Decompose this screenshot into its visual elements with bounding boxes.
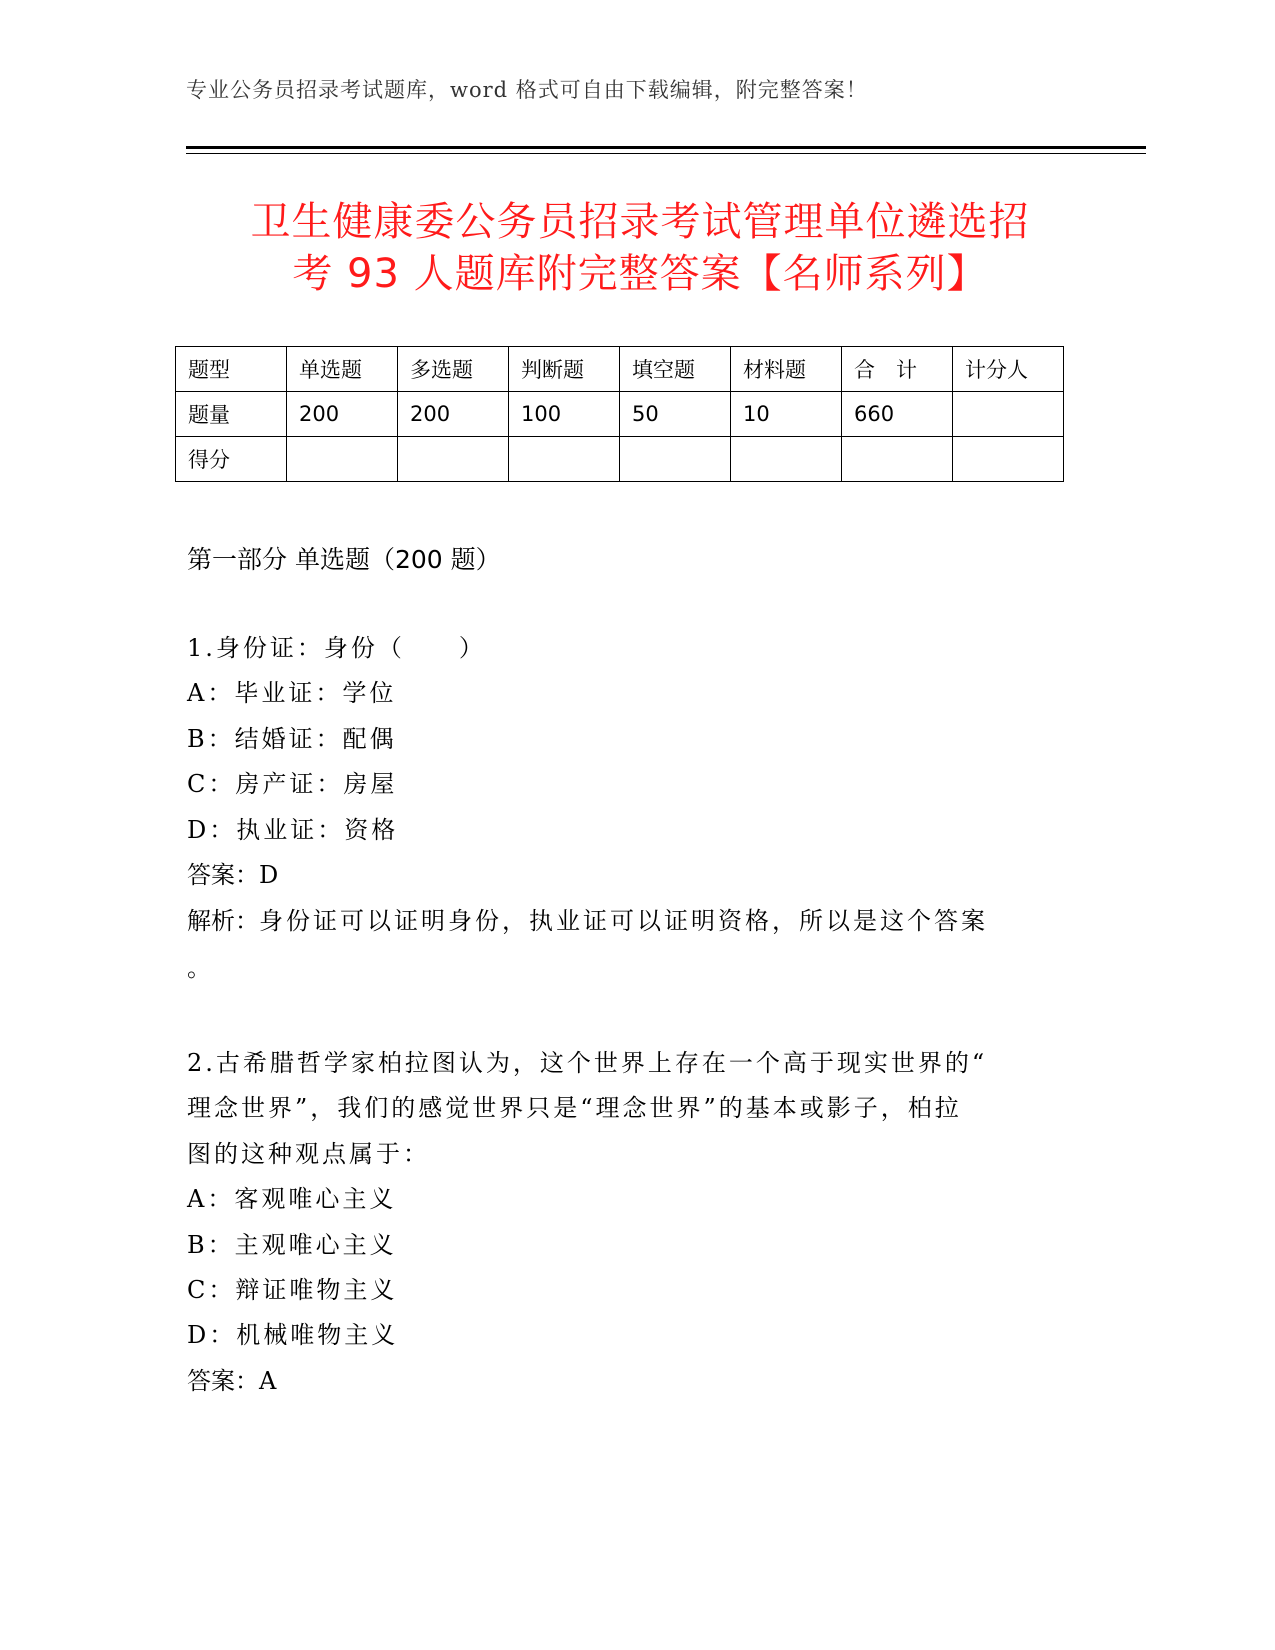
table-cell: 计分人	[953, 347, 1064, 392]
table-cell: 多选题	[398, 347, 509, 392]
answer-line	[187, 1359, 1067, 1405]
option-d: D：执业证：资格	[187, 815, 399, 844]
header-rule-thin	[186, 153, 1146, 154]
analysis-text: 身份证可以证明身份，执业证可以证明资格，所以是这个答案	[259, 907, 988, 936]
header-note: 专业公务员招录考试题库，word 格式可自由下载编辑，附完整答案！	[186, 78, 868, 102]
option-c: C：辩证唯物主义	[187, 1276, 398, 1305]
option-c: C：房产证：房屋	[187, 770, 398, 799]
table-cell: 填空题	[620, 347, 731, 392]
table-cell	[287, 437, 398, 482]
answer-label: 答案：	[187, 1366, 259, 1395]
table-cell	[398, 437, 509, 482]
table-cell: 10	[731, 392, 842, 437]
question-stem-line-2: 理念世界”，我们的感觉世界只是“理念世界”的基本或影子，柏拉	[187, 1094, 962, 1123]
table-cell: 200	[287, 392, 398, 437]
table-row-count	[176, 392, 1064, 437]
analysis-text-continued: 。	[187, 953, 214, 982]
section-heading: 第一部分 单选题（200 题）	[187, 545, 501, 574]
table-cell: 材料题	[731, 347, 842, 392]
table-cell: 100	[509, 392, 620, 437]
table-cell	[842, 437, 953, 482]
option-a: A：毕业证：学位	[187, 679, 397, 708]
option-b: B：结婚证：配偶	[187, 724, 397, 753]
option-b: B：主观唯心主义	[187, 1230, 397, 1259]
analysis-label: 解析：	[187, 907, 259, 936]
option-d: D：机械唯物主义	[187, 1321, 399, 1350]
table-cell: 200	[398, 392, 509, 437]
question-stem: 1.身份证：身份（ ）	[187, 634, 486, 662]
table-cell: 合 计	[842, 347, 953, 392]
question-1	[187, 626, 1067, 991]
table-cell: 判断题	[509, 347, 620, 392]
title-line-2: 考 93 人题库附完整答案【名师系列】	[292, 251, 988, 297]
question-stem-line-3: 图的这种观点属于：	[187, 1139, 430, 1168]
answer-line	[187, 853, 1067, 899]
table-cell: 题型	[176, 347, 287, 392]
table-cell: 50	[620, 392, 731, 437]
table-cell	[731, 437, 842, 482]
table-cell	[620, 437, 731, 482]
score-table	[175, 346, 1064, 482]
table-cell	[953, 392, 1064, 437]
question-stem-line-1: 2.古希腊哲学家柏拉图认为，这个世界上存在一个高于现实世界的“	[187, 1049, 988, 1077]
answer-label: 答案：	[187, 861, 259, 890]
table-cell	[953, 437, 1064, 482]
table-header-row	[176, 347, 1064, 392]
question-2	[187, 1041, 1067, 1405]
table-cell	[509, 437, 620, 482]
analysis-line	[187, 899, 1067, 945]
table-cell: 660	[842, 392, 953, 437]
table-cell: 题量	[176, 392, 287, 437]
table-row-score	[176, 437, 1064, 482]
header-rule-thick	[186, 146, 1146, 149]
table-cell: 得分	[176, 437, 287, 482]
option-a: A：客观唯心主义	[187, 1185, 397, 1214]
answer-value: A	[259, 1366, 280, 1395]
document-title	[180, 196, 1100, 300]
title-line-1: 卫生健康委公务员招录考试管理单位遴选招	[250, 199, 1030, 245]
answer-value: D	[259, 861, 282, 890]
table-cell: 单选题	[287, 347, 398, 392]
